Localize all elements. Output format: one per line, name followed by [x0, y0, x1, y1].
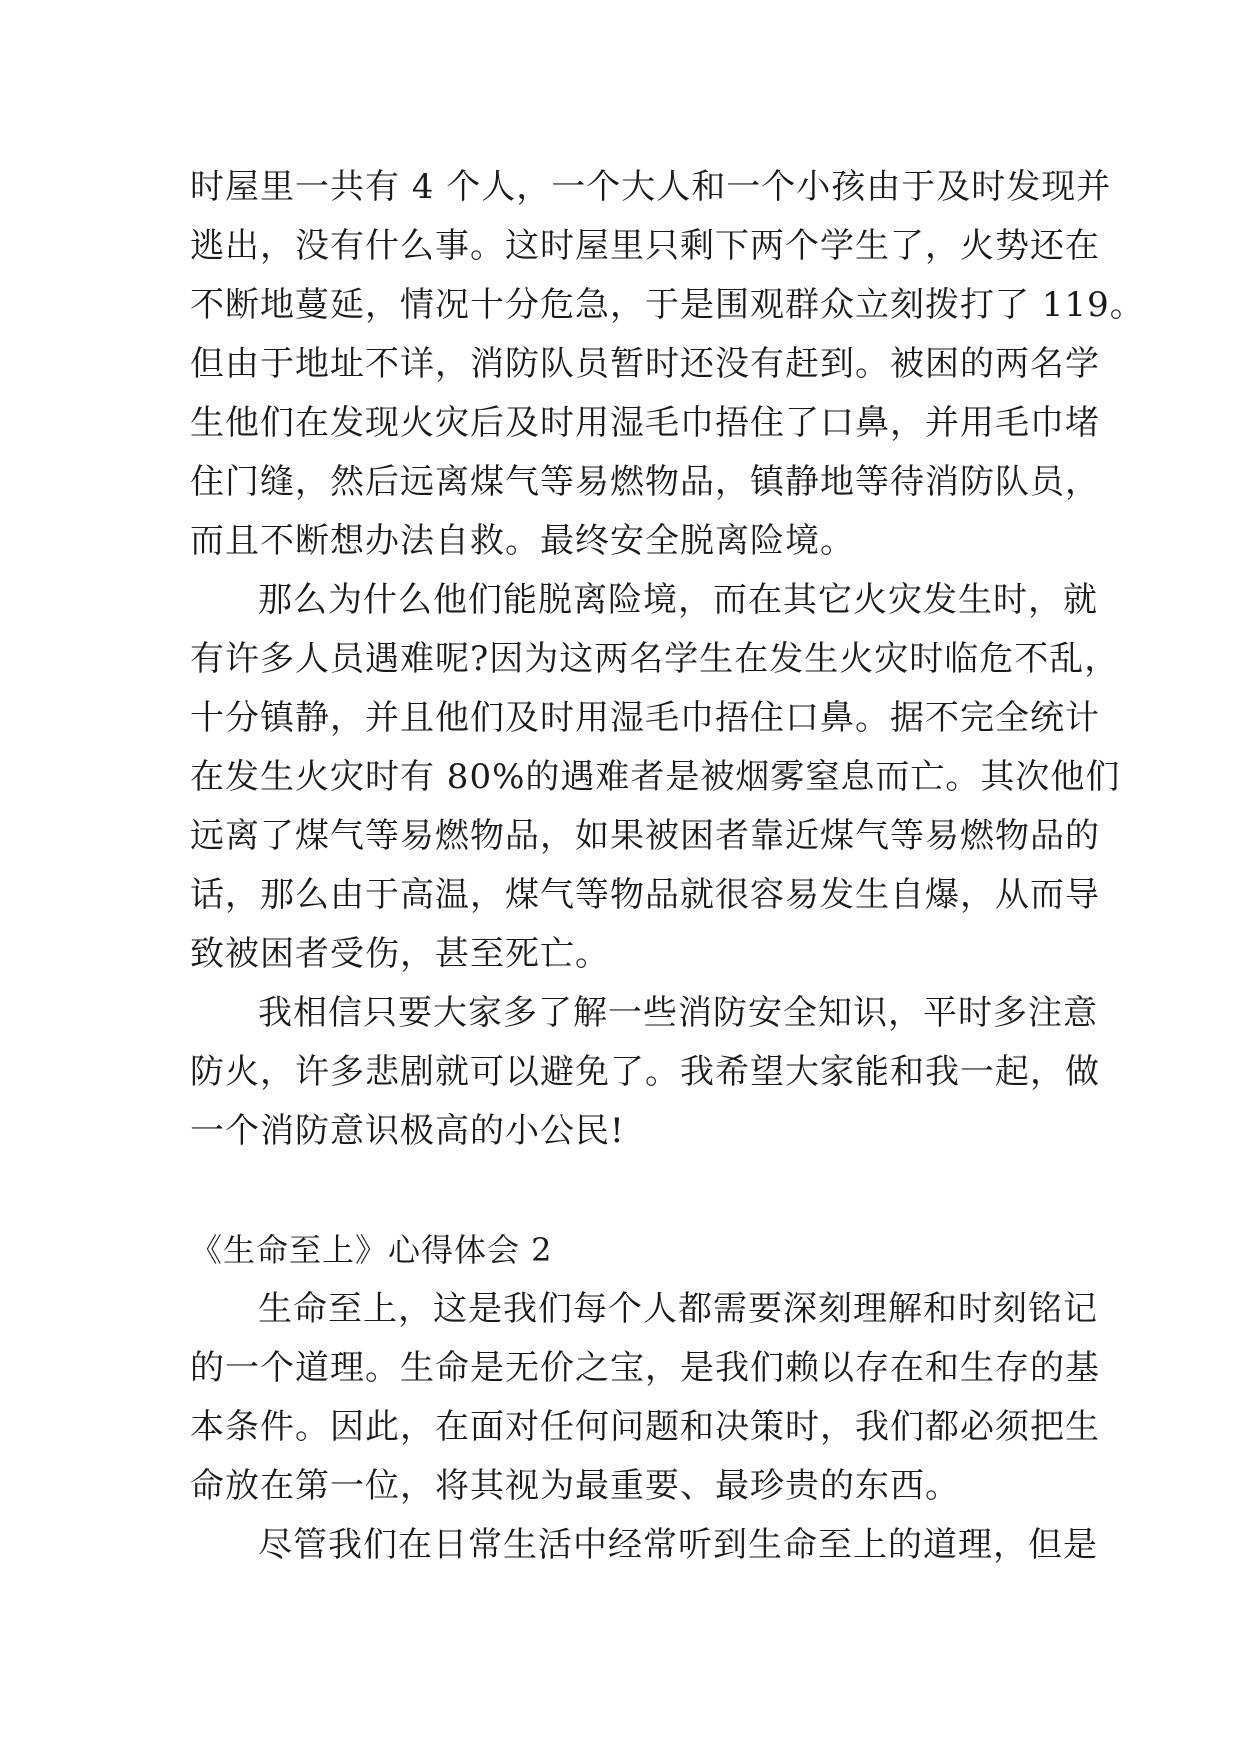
- text-line: 远离了煤气等易燃物品，如果被困者靠近煤气等易燃物品的: [190, 816, 1100, 856]
- text-line: 命放在第一位，将其视为最重要、最珍贵的东西。: [190, 1466, 960, 1506]
- text-line: 不断地蔓延，情况十分危急，于是围观群众立刻拨打了 119。: [190, 285, 1145, 325]
- section-title: 《生命至上》心得体会 2: [190, 1231, 553, 1269]
- text-line: 一个消防意识极高的小公民!: [190, 1111, 625, 1151]
- paragraph-life-first: [190, 1280, 1100, 1516]
- text-line: 话，那么由于高温，煤气等物品就很容易发生自爆，从而导: [190, 875, 1100, 915]
- text-line: 十分镇静，并且他们及时用湿毛巾捂住口鼻。据不完全统计: [190, 698, 1100, 738]
- text-line: 致被困者受伤，甚至死亡。: [190, 934, 610, 974]
- text-line: 在发生火灾时有 80%的遇难者是被烟雾窒息而亡。其次他们: [190, 757, 1121, 797]
- text-line: 尽管我们在日常生活中经常听到生命至上的道理，但是: [258, 1525, 1098, 1565]
- paragraph-conclusion: [190, 984, 1100, 1161]
- paragraph-fire-escape: [190, 158, 1145, 571]
- text-line: 本条件。因此，在面对任何问题和决策时，我们都必须把生: [190, 1407, 1100, 1447]
- text-line: 逃出，没有什么事。这时屋里只剩下两个学生了，火势还在: [190, 226, 1100, 266]
- document-page: [190, 158, 1145, 1575]
- text-line: 而且不断想办法自救。最终安全脱离险境。: [190, 521, 855, 561]
- text-line: 生他们在发现火灾后及时用湿毛巾捂住了口鼻，并用毛巾堵: [190, 403, 1100, 443]
- text-line: 生命至上，这是我们每个人都需要深刻理解和时刻铭记: [258, 1289, 1098, 1329]
- text-line: 住门缝，然后远离煤气等易燃物品，镇静地等待消防队员，: [190, 462, 1100, 502]
- text-line: 有许多人员遇难呢?因为这两名学生在发生火灾时临危不乱，: [190, 639, 1120, 679]
- text-line: 我相信只要大家多了解一些消防安全知识，平时多注意: [258, 993, 1098, 1033]
- paragraph-continuation: [190, 1516, 1098, 1575]
- text-line: 防火，许多悲剧就可以避免了。我希望大家能和我一起，做: [190, 1052, 1100, 1092]
- text-line: 的一个道理。生命是无价之宝，是我们赖以存在和生存的基: [190, 1348, 1100, 1388]
- text-line: 时屋里一共有 4 个人，一个大人和一个小孩由于及时发现并: [190, 167, 1112, 207]
- text-line: 那么为什么他们能脱离险境，而在其它火灾发生时，就: [258, 580, 1098, 620]
- text-line: 但由于地址不详，消防队员暂时还没有赶到。被困的两名学: [190, 344, 1100, 384]
- section-gap: [190, 1161, 1050, 1221]
- paragraph-why-survived: [190, 571, 1121, 984]
